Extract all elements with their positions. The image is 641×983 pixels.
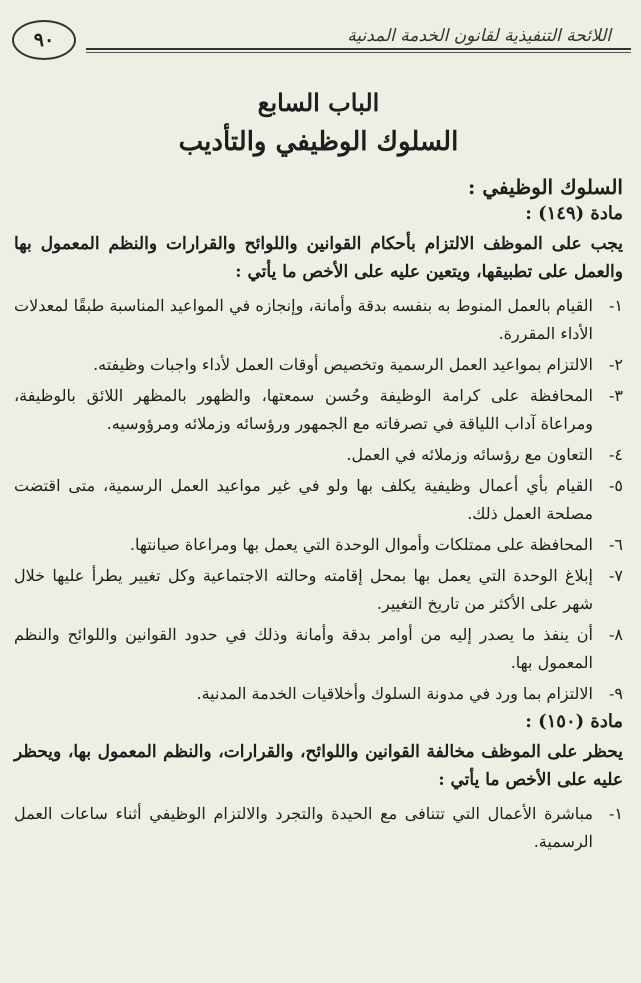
item-text: التعاون مع رؤسائه وزملائه في العمل.: [346, 445, 593, 464]
item-text: الالتزام بما ورد في مدونة السلوك وأخلاقيات الخدمة المدنية.: [196, 684, 593, 703]
item-text: إبلاغ الوحدة التي يعمل بها بمحل إقامته وحالته الاجتماعية وكل تغيير يطرأ عليها خلال شهر على الأكثر من تاريخ التغيير.: [14, 566, 594, 613]
item-number: ٥-: [609, 476, 623, 495]
page-body: [14, 80, 623, 859]
item-number: ١-: [609, 804, 623, 823]
item-number: ٧-: [609, 566, 623, 585]
item-number: ٨-: [609, 625, 623, 644]
item-text: المحافظة على ممتلكات وأموال الوحدة التي يعمل بها ومراعاة صيانتها.: [129, 535, 593, 554]
running-title: اللائحة التنفيذية لقانون الخدمة المدنية: [347, 26, 611, 46]
item-number: ٤-: [609, 445, 623, 464]
article-149-label: مادة (١٤٩) :: [525, 203, 623, 224]
header-rule-thin: [86, 52, 631, 53]
list-item: [14, 680, 623, 708]
item-text: أن ينفذ ما يصدر إليه من أوامر بدقة وأمانة وذلك في حدود القوانين واللوائح والنظم المعمول بها.: [14, 625, 593, 672]
header-rule: [86, 48, 631, 50]
list-item: [14, 472, 623, 528]
item-text: مباشرة الأعمال التي تتنافى مع الحيدة والتجرد والالتزام الوظيفي أثناء ساعات العمل الرسمية.: [14, 804, 593, 851]
list-item: [14, 531, 623, 559]
item-text: القيام بالعمل المنوط به بنفسه بدقة وأمانة، وإنجازه في المواعيد المناسبة طبقًا لمعدلات الأداء المقررة.: [14, 296, 593, 343]
list-item: [14, 800, 623, 856]
article-149-intro: يجب على الموظف الالتزام بأحكام القوانين واللوائح والقرارات والنظم المعمول بها والعمل على تطبيقها، ويتعين عليه على الأخص ما يأتي :: [14, 234, 623, 282]
section-heading: السلوك الوظيفي :: [468, 175, 623, 199]
article-150-items: [14, 800, 623, 856]
chapter-subtitle: السلوك الوظيفي والتأديب: [178, 127, 459, 157]
item-text: الالتزام بمواعيد العمل الرسمية وتخصيص أوقات العمل لأداء واجبات وظيفته.: [93, 355, 593, 374]
item-number: ٣-: [609, 386, 623, 405]
list-item: [14, 441, 623, 469]
chapter-title: الباب السابع: [257, 88, 380, 117]
item-number: ٦-: [609, 535, 623, 554]
item-text: القيام بأي أعمال وظيفية يكلف بها ولو في غير مواعيد العمل الرسمية، متى اقتضت مصلحة العمل ذلك.: [14, 476, 594, 523]
list-item: [14, 621, 623, 677]
article-150-intro: يحظر على الموظف مخالفة القوانين واللوائح، والقرارات، والنظم المعمول بها، ويحظر عليه على الأخص ما يأتي :: [14, 742, 623, 790]
article-149-items: [14, 292, 623, 708]
list-item: [14, 382, 623, 438]
item-number: ٩-: [609, 684, 623, 703]
list-item: [14, 292, 623, 348]
item-number: ٢-: [609, 355, 623, 374]
article-150-label: مادة (١٥٠) :: [525, 711, 623, 732]
page-header: [10, 14, 631, 62]
list-item: [14, 351, 623, 379]
page-number: ٩٠: [12, 20, 76, 60]
item-number: ١-: [609, 296, 623, 315]
list-item: [14, 562, 623, 618]
item-text: المحافظة على كرامة الوظيفة وحُسن سمعتها، والظهور بالمظهر اللائق بالوظيفة، ومراعاة آداب اللياقة في تصرفاته مع الجمهور ورؤسائه وزملائه ومرؤوسيه.: [14, 386, 593, 433]
